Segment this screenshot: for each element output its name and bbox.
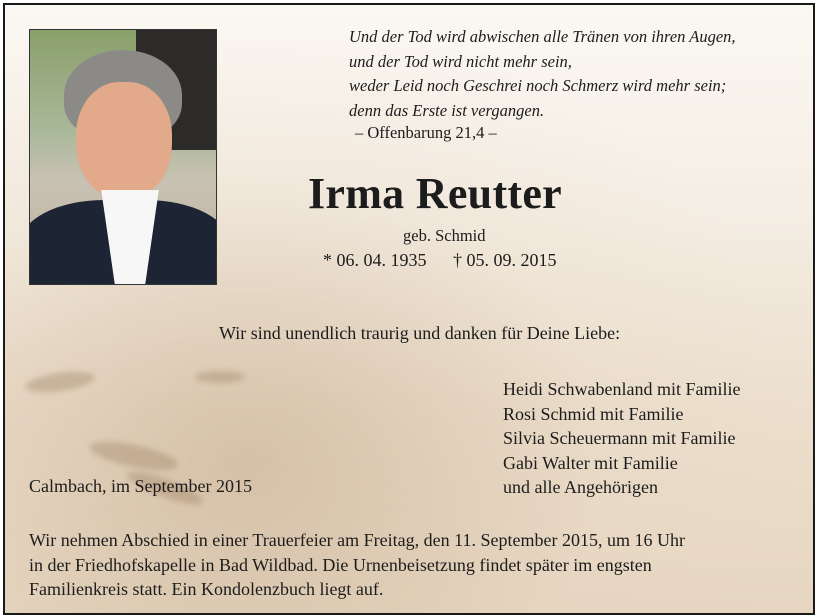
family-list [503,377,740,500]
birth-date: * 06. 04. 1935 [323,250,427,270]
family-member: Rosi Schmid mit Familie [503,403,684,424]
footprint-decoration [88,436,181,476]
notice-line: Familienkreis statt. Ein Kondolenzbuch liegt auf. [29,579,384,599]
footprint-decoration [195,371,245,383]
portrait-photo [29,29,217,285]
family-member: Heidi Schwabenland mit Familie [503,379,741,399]
place-date: Calmbach, im September 2015 [29,476,252,496]
verse-reference: – Offenbarung 21,4 – [355,123,497,142]
thanks-line: Wir sind unendlich traurig und danken für Deine Liebe: [219,323,621,343]
funeral-notice [29,528,685,602]
notice-line: Wir nehmen Abschied in einer Trauerfeier am Freitag, den 11. September 2015, um 16 Uhr [29,530,685,550]
death-date: † 05. 09. 2015 [453,250,557,270]
bible-verse [349,25,736,123]
verse-line: denn das Erste ist vergangen. [349,100,545,120]
born-name: geb. Schmid [403,226,486,245]
life-dates [323,250,579,271]
verse-line: Und der Tod wird abwischen alle Tränen von ihren Augen, [349,27,736,46]
family-member: Gabi Walter mit Familie [503,452,678,473]
deceased-name: Irma Reutter [307,169,563,218]
footprint-decoration [24,368,96,396]
family-member: Silvia Scheuermann mit Familie [503,428,736,448]
family-member: und alle Angehörigen [503,477,658,497]
obituary-card [3,3,815,615]
notice-line: in der Friedhofskapelle in Bad Wildbad. Die Urnenbeisetzung findet später im engsten [29,554,652,575]
verse-line: weder Leid noch Geschrei noch Schmerz wird mehr sein; [349,76,727,95]
verse-line: und der Tod wird nicht mehr sein, [349,51,572,71]
